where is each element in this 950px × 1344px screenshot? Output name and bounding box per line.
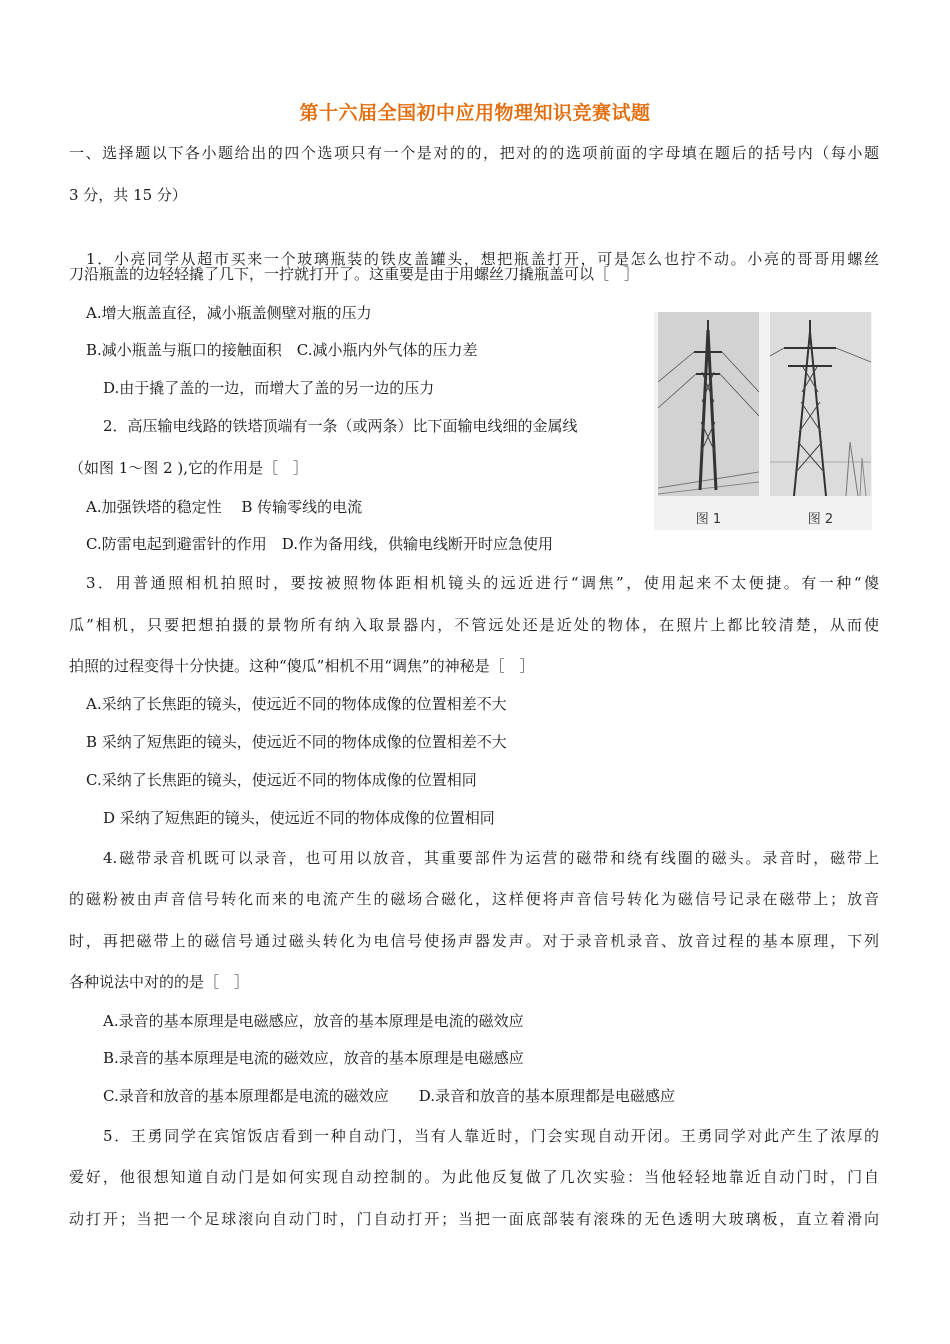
q4-line-1: 4.磁带录音机既可以录音，也可用以放音，其重要部件为运营的磁带和绕有线圈的磁头。录音时，磁带上	[103, 849, 879, 867]
q4-line-2: 的磁粉被由声音信号转化而来的电流产生的磁场合磁化，这样便将声音信号转化为磁信号记录在磁带上；放音	[69, 890, 879, 908]
figure-1-photo	[658, 312, 759, 496]
q4-line-3: 时，再把磁带上的磁信号通过磁头转化为电信号使扬声器发声。对于录音机录音、放音过程的基本原理，下列	[69, 932, 879, 950]
figure-transmission-towers	[654, 312, 872, 530]
q2-line-1: 2．高压输电线路的铁塔顶端有一条（或两条）比下面输电线细的金属线	[103, 417, 578, 435]
q5-line-3: 动打开；当把一个足球滚向自动门时，门自动打开；当把一面底部装有滚珠的无色透明大玻璃板，直立着滑向	[69, 1210, 879, 1228]
q4-option-cd: C.录音和放音的基本原理都是电流的磁效应 D.录音和放音的基本原理都是电磁感应	[103, 1087, 675, 1105]
q3-option-b: B 采纳了短焦距的镜头，使远近不同的物体成像的位置相差不大	[86, 733, 507, 751]
q1-option-a: A.增大瓶盖直径，减小瓶盖侧壁对瓶的压力	[86, 304, 372, 322]
q1-line-1: 1．小亮同学从超市买来一个玻璃瓶装的铁皮盖罐头，想把瓶盖打开，可是怎么也拧不动。小亮的哥哥用螺丝	[86, 250, 879, 268]
q3-option-d: D 采纳了短焦距的镜头，使远近不同的物体成像的位置相同	[103, 809, 495, 827]
q5-line-2: 爱好，他很想知道自动门是如何实现自动控制的。为此他反复做了几次实验：当他轻轻地靠近自动门时，门自	[69, 1168, 879, 1186]
section-instructions-line-2: 3 分，共 15 分）	[69, 186, 187, 204]
document-title: 第十六届全国初中应用物理知识竞赛试题	[299, 102, 651, 124]
q2-option-ab: A.加强铁塔的稳定性 B 传输零线的电流	[86, 498, 363, 516]
q3-line-2: 瓜”相机，只要把想拍摄的景物所有纳入取景器内，不管远处还是近处的物体，在照片上都比较清楚，从而使	[69, 616, 879, 634]
q1-line-2: 刀沿瓶盖的边轻轻撬了几下，一拧就打开了。这重要是由于用螺丝刀撬瓶盖可以［ ］	[69, 265, 640, 283]
q2-option-cd: C.防雷电起到避雷针的作用 D.作为备用线，供输电线断开时应急使用	[86, 535, 553, 553]
figure-2-caption: 图 2	[807, 512, 834, 527]
q3-line-1: 3．用普通照相机拍照时，要按被照物体距相机镜头的远近进行“调焦”，使用起来不太便捷。有一种“傻	[86, 574, 879, 592]
q3-line-3: 拍照的过程变得十分快捷。这种“傻瓜”相机不用“调焦”的神秘是［ ］	[69, 657, 535, 675]
q1-option-bc: B.减小瓶盖与瓶口的接触面积 C.减小瓶内外气体的压力差	[86, 341, 478, 359]
q3-option-a: A.采纳了长焦距的镜头，使远近不同的物体成像的位置相差不大	[86, 695, 507, 713]
q4-line-4: 各种说法中对的的是［ ］	[69, 973, 250, 991]
q3-option-c: C.采纳了长焦距的镜头，使远近不同的物体成像的位置相同	[86, 771, 477, 789]
q4-option-a: A.录音的基本原理是电磁感应，放音的基本原理是电流的磁效应	[103, 1012, 524, 1030]
section-instructions-line-1: 一、选择题以下各小题给出的四个选项只有一个是对的的，把对的的选项前面的字母填在题后的括号内（每小题	[69, 144, 879, 162]
q2-line-2: （如图 1～图 2 ),它的作用是［ ］	[69, 459, 309, 477]
q1-option-d: D.由于撬了盖的一边，而增大了盖的另一边的压力	[103, 379, 435, 397]
q5-line-1: 5．王勇同学在宾馆饭店看到一种自动门，当有人靠近时，门会实现自动开闭。王勇同学对此产生了浓厚的	[103, 1127, 879, 1145]
q4-option-b: B.录音的基本原理是电流的磁效应，放音的基本原理是电磁感应	[103, 1049, 524, 1067]
figure-1-caption: 图 1	[695, 512, 722, 527]
figure-2-photo	[770, 312, 871, 496]
